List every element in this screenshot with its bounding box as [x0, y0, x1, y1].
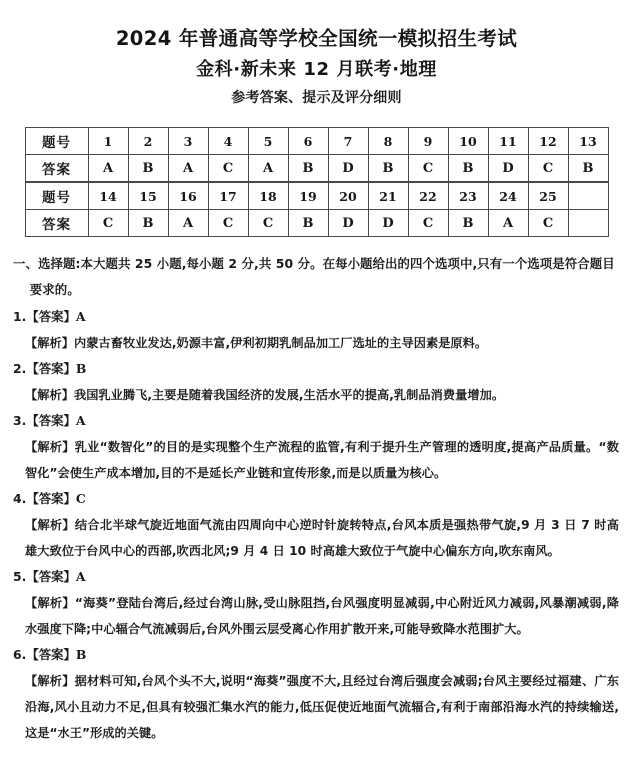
row-label-answer: 答案	[25, 210, 88, 237]
answer-cell: C	[408, 210, 448, 237]
answer-cell: C	[528, 155, 568, 183]
explanation-list	[13, 304, 619, 746]
answer-cell: D	[368, 210, 408, 237]
question-number-cell: 23	[448, 182, 488, 210]
answer-cell: C	[88, 210, 128, 237]
question-number-cell: 5	[248, 128, 288, 155]
analysis-text: 内蒙古畜牧业发达,奶源丰富,伊利初期乳制品加工厂选址的主导因素是原料。	[73, 336, 488, 351]
answer-key-table	[25, 127, 609, 237]
answer-cell: A	[488, 210, 528, 237]
instruction-line-2: 要求的。	[29, 282, 80, 298]
answer-table-container	[25, 127, 609, 237]
item-number: 5.	[13, 569, 27, 585]
answer-cell: C	[248, 210, 288, 237]
question-number-cell: 20	[328, 182, 368, 210]
question-number-cell: 14	[88, 182, 128, 210]
document-body	[13, 251, 619, 746]
table-row	[25, 155, 608, 183]
analysis-tag-label: 【解析】	[25, 674, 75, 689]
question-number-cell: 25	[528, 182, 568, 210]
question-number-cell: 15	[128, 182, 168, 210]
question-number-cell: 16	[168, 182, 208, 210]
answer-letter: A	[75, 309, 86, 325]
explanation-item	[13, 486, 619, 564]
analysis-text: “海葵”登陆台湾后,经过台湾山脉,受山脉阻挡,台风强度明显减弱,中心附近风力减弱,风暴潮减弱,降水强度下降;中心辐合气流减弱后,台风外围云层受离心作用扩散开来,可能导致降水范围扩大。	[25, 596, 619, 637]
answer-cell: C	[208, 155, 248, 183]
answer-cell: C	[408, 155, 448, 183]
answer-cell: A	[88, 155, 128, 183]
item-number: 2.	[13, 361, 27, 377]
analysis-text: 乳业“数智化”的目的是实现整个生产流程的监管,有利于提升生产管理的透明度,提高产品质量。“数智化”会使生产成本增加,目的不是延长产业链和宣传形象,而是以质量为核心。	[25, 440, 619, 481]
answer-line	[13, 304, 619, 330]
answer-line	[13, 642, 619, 668]
answer-cell: A	[248, 155, 288, 183]
exam-subtitle: 金科·新未来 12 月联考·地理	[196, 59, 437, 81]
analysis-text: 我国乳业腾飞,主要是随着我国经济的发展,生活水平的提高,乳制品消费量增加。	[73, 388, 505, 403]
document-kind-title: 参考答案、提示及评分细则	[231, 90, 402, 107]
answer-letter: C	[75, 491, 86, 507]
question-number-cell: 12	[528, 128, 568, 155]
item-number: 1.	[13, 309, 27, 325]
answer-cell: C	[528, 210, 568, 237]
answer-cell: B	[368, 155, 408, 183]
answer-cell: B	[448, 155, 488, 183]
question-number-cell: 17	[208, 182, 248, 210]
analysis-paragraph	[13, 668, 619, 746]
answer-cell: A	[168, 210, 208, 237]
answer-cell: B	[128, 210, 168, 237]
row-label-answer: 答案	[25, 155, 88, 183]
table-row	[25, 182, 608, 210]
answer-line	[13, 408, 619, 434]
answer-tag-label: 【答案】	[26, 491, 76, 507]
question-number-cell: 6	[288, 128, 328, 155]
question-number-cell: 18	[248, 182, 288, 210]
answer-cell: A	[168, 155, 208, 183]
analysis-tag-label: 【解析】	[25, 440, 75, 455]
question-number-cell: 21	[368, 182, 408, 210]
explanation-item	[13, 356, 619, 408]
answer-tag-label: 【答案】	[26, 647, 76, 663]
row-label-question-number: 题号	[25, 128, 88, 155]
answer-tag-label: 【答案】	[26, 361, 76, 377]
question-number-cell: 11	[488, 128, 528, 155]
analysis-text: 结合北半球气旋近地面气流由四周向中心逆时针旋转特点,台风本质是强热带气旋,9 月 3 日 7 时高雄大致位于台风中心的西部,吹西北风;9 月 4 日 10 时高雄大致位于气旋中心偏东方向,吹东南风。	[25, 518, 619, 559]
item-number: 6.	[13, 647, 27, 663]
answer-line	[13, 486, 619, 512]
answer-table-body	[25, 128, 608, 237]
answer-cell: B	[128, 155, 168, 183]
analysis-paragraph	[13, 512, 619, 564]
answer-cell: D	[488, 155, 528, 183]
question-number-cell: 7	[328, 128, 368, 155]
question-number-cell: 4	[208, 128, 248, 155]
answer-letter: A	[75, 413, 86, 429]
analysis-paragraph	[13, 434, 619, 486]
question-number-cell: 10	[448, 128, 488, 155]
section-instruction	[13, 251, 619, 303]
answer-line	[13, 564, 619, 590]
question-number-cell: 9	[408, 128, 448, 155]
analysis-tag-label: 【解析】	[25, 388, 74, 403]
explanation-item	[13, 564, 619, 642]
answer-letter: B	[75, 647, 87, 663]
analysis-paragraph	[13, 382, 619, 408]
analysis-tag-label: 【解析】	[25, 596, 75, 611]
answer-cell: B	[448, 210, 488, 237]
analysis-paragraph	[13, 330, 619, 356]
item-number: 3.	[13, 413, 27, 429]
answer-cell: D	[328, 210, 368, 237]
answer-cell: B	[288, 210, 328, 237]
exam-title: 2024 年普通高等学校全国统一模拟招生考试	[115, 27, 518, 50]
question-number-cell: 22	[408, 182, 448, 210]
answer-tag-label: 【答案】	[26, 569, 76, 585]
table-row	[25, 210, 608, 237]
answer-cell: D	[328, 155, 368, 183]
analysis-text: 据材料可知,台风个头不大,说明“海葵”强度不大,且经过台湾后强度会减弱;台风主要经过福建、广东沿海,风小且动力不足,但具有较强汇集水汽的能力,低压促使近地面气流辐合,有利于南部沿海水汽的持续输送,这是“水王”形成的关键。	[25, 674, 619, 741]
explanation-item	[13, 304, 619, 356]
answer-tag-label: 【答案】	[26, 309, 76, 325]
answer-cell: C	[208, 210, 248, 237]
answer-cell: B	[288, 155, 328, 183]
explanation-item	[13, 408, 619, 486]
question-number-cell: 3	[168, 128, 208, 155]
analysis-tag-label: 【解析】	[25, 518, 75, 533]
answer-tag-label: 【答案】	[26, 413, 76, 429]
question-number-cell: 8	[368, 128, 408, 155]
question-number-cell-empty	[568, 182, 608, 210]
question-number-cell: 1	[88, 128, 128, 155]
analysis-tag-label: 【解析】	[25, 336, 74, 351]
answer-letter: B	[75, 361, 87, 377]
answer-line	[13, 356, 619, 382]
question-number-cell: 2	[128, 128, 168, 155]
answer-cell-empty	[568, 210, 608, 237]
row-label-question-number: 题号	[25, 182, 88, 210]
analysis-paragraph	[13, 590, 619, 642]
explanation-item	[13, 642, 619, 746]
answer-cell: B	[568, 155, 608, 183]
item-number: 4.	[13, 491, 27, 507]
document-header	[0, 0, 633, 109]
instruction-line-1: 一、选择题:本大题共 25 小题,每小题 2 分,共 50 分。在每小题给出的四个选项中,只有一个选项是符合题目	[13, 256, 615, 272]
question-number-cell: 24	[488, 182, 528, 210]
question-number-cell: 19	[288, 182, 328, 210]
question-number-cell: 13	[568, 128, 608, 155]
answer-letter: A	[75, 569, 86, 585]
table-row	[25, 128, 608, 155]
